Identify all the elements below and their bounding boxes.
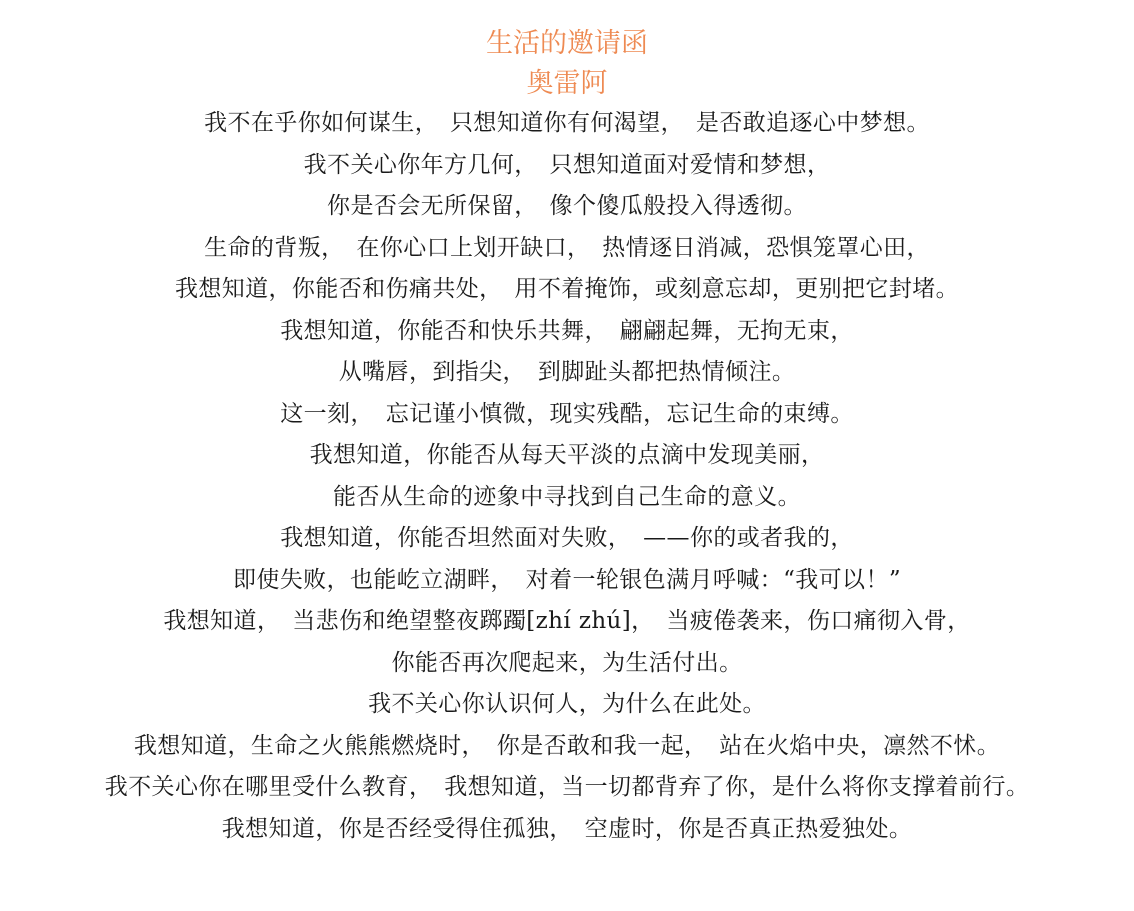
poem-line: 我想知道，你能否从每天平淡的点滴中发现美丽， xyxy=(309,442,825,468)
poem-line: 这一刻， 忘记谨小慎微，现实残酷，忘记生命的束缚。 xyxy=(280,400,854,427)
poem-line: 从嘴唇，到指尖， 到脚趾头都把热情倾注。 xyxy=(338,359,796,385)
poem-line: 你能否再次爬起来，为生活付出。 xyxy=(391,649,743,676)
poem-line: 我想知道，你能否坦然面对失败， ——你的或者我的， xyxy=(280,525,854,551)
poem-line: 生命的背叛， 在你心口上划开缺口， 热情逐日消减，恐惧笼罩心田， xyxy=(204,234,930,261)
poem-line: 我想知道，你能否和快乐共舞， 翩翩起舞，无拘无束， xyxy=(280,317,854,344)
poem-line: 即使失败，也能屹立湖畔， 对着一轮银色满月呼喊：“我可以！” xyxy=(232,566,902,593)
poem-author: 奥雷阿 xyxy=(526,68,608,99)
poem-title: 生活的邀请函 xyxy=(486,28,648,59)
poem-line: 能否从生命的迹象中寻找到自己生命的意义。 xyxy=(333,483,801,510)
poem-line: 我想知道，你能否和伤痛共处， 用不着掩饰，或刻意忘却，更别把它封堵。 xyxy=(174,276,960,302)
poem-line: 我不在乎你如何谋生， 只想知道你有何渴望， 是否敢追逐心中梦想。 xyxy=(204,110,930,136)
poem-line: 我想知道，生命之火熊熊燃烧时， 你是否敢和我一起， 站在火焰中央，凛然不怵。 xyxy=(133,732,1001,759)
poem xyxy=(0,24,1134,850)
poem-line: 我想知道，你是否经受得住孤独， 空虚时，你是否真正热爱独处。 xyxy=(221,815,913,842)
poem-line: 你是否会无所保留， 像个傻瓜般投入得透彻。 xyxy=(327,193,807,219)
poem-line: 我想知道， 当悲伤和绝望整夜踯躅[zhí zhú]， 当疲倦袭来，伤口痛彻入骨， xyxy=(163,608,971,634)
poem-body xyxy=(0,103,1134,850)
poem-line: 我不关心你在哪里受什么教育， 我想知道，当一切都背弃了你，是什么将你支撑着前行。 xyxy=(104,774,1030,800)
poem-line: 我不关心你年方几何， 只想知道面对爱情和梦想， xyxy=(303,151,831,178)
poem-line: 我不关心你认识何人，为什么在此处。 xyxy=(368,691,766,717)
